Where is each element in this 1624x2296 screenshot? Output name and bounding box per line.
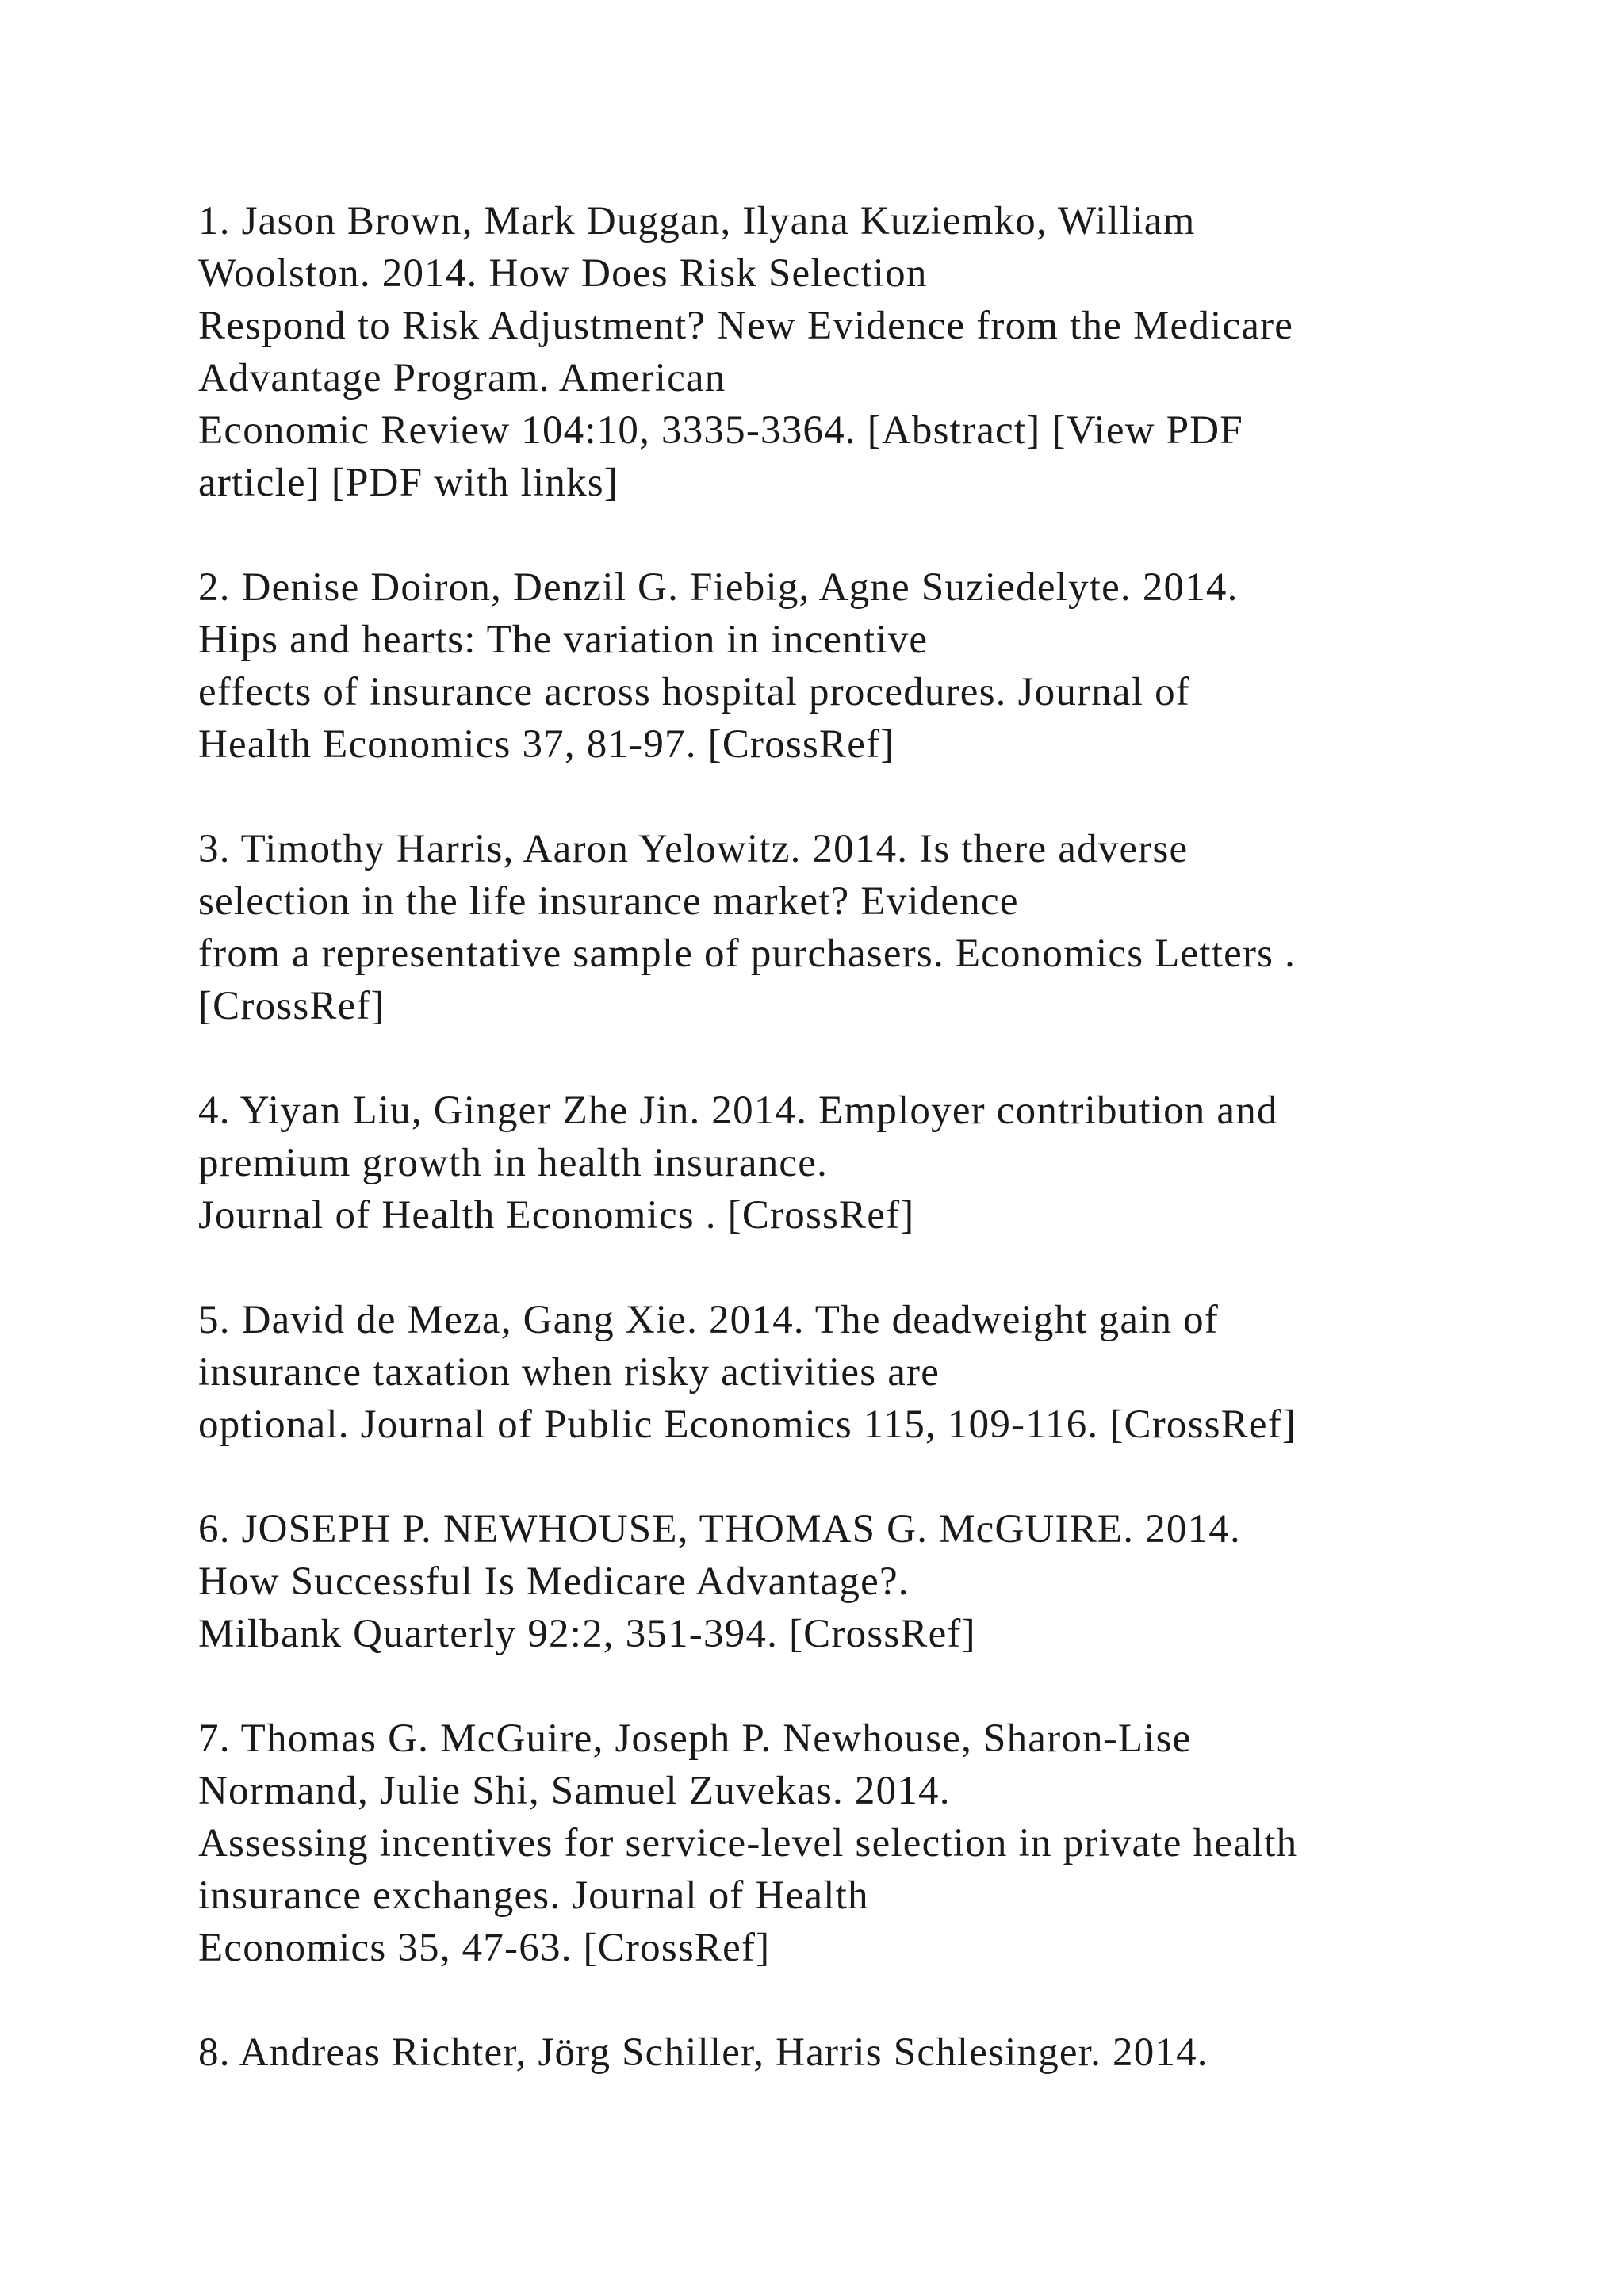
reference-line: 2. Denise Doiron, Denzil G. Fiebig, Agne Suziedelyte. 2014. (198, 565, 1239, 610)
reference-line: premium growth in health insurance. (198, 1141, 829, 1185)
reference-item (198, 1085, 1546, 1242)
reference-item (198, 561, 1546, 771)
reference-line: 7. Thomas G. McGuire, Joseph P. Newhouse, Sharon-Lise (198, 1716, 1192, 1761)
reference-item (198, 2026, 1546, 2079)
reference-line: 5. David de Meza, Gang Xie. 2014. The deadweight gain of (198, 1298, 1220, 1342)
reference-line: 8. Andreas Richter, Jörg Schiller, Harris Schlesinger. 2014. (198, 2030, 1208, 2075)
reference-item (198, 1712, 1546, 1974)
reference-line: Milbank Quarterly 92:2, 351-394. [CrossRef] (198, 1612, 976, 1656)
reference-line: Woolston. 2014. How Does Risk Selection (198, 251, 928, 296)
reference-item (198, 823, 1546, 1032)
reference-line: Health Economics 37, 81-97. [CrossRef] (198, 722, 895, 767)
reference-line: Economic Review 104:10, 3335-3364. [Abstract] [View PDF (198, 408, 1243, 453)
reference-line: 3. Timothy Harris, Aaron Yelowitz. 2014. Is there adverse (198, 827, 1189, 871)
reference-line: 4. Yiyan Liu, Ginger Zhe Jin. 2014. Employer contribution and (198, 1089, 1278, 1133)
reference-line: Assessing incentives for service-level selection in private health (198, 1821, 1298, 1866)
reference-item (198, 195, 1546, 509)
reference-item (198, 1294, 1546, 1451)
reference-line: Normand, Julie Shi, Samuel Zuvekas. 2014. (198, 1769, 951, 1813)
reference-line: article] [PDF with links] (198, 461, 619, 505)
reference-line: Advantage Program. American (198, 356, 726, 400)
reference-line: How Successful Is Medicare Advantage?. (198, 1559, 910, 1604)
reference-line: Journal of Health Economics . [CrossRef] (198, 1193, 915, 1238)
reference-list (198, 195, 1546, 2131)
reference-line: Hips and hearts: The variation in incentive (198, 618, 929, 662)
reference-line: [CrossRef] (198, 984, 385, 1028)
reference-line: Respond to Risk Adjustment? New Evidence from the Medicare (198, 304, 1294, 348)
reference-line: from a representative sample of purchasers. Economics Letters . (198, 932, 1297, 976)
reference-line: insurance exchanges. Journal of Health (198, 1873, 869, 1918)
reference-item (198, 1503, 1546, 1660)
reference-line: effects of insurance across hospital procedures. Journal of (198, 670, 1190, 714)
reference-line: 1. Jason Brown, Mark Duggan, Ilyana Kuziemko, William (198, 199, 1196, 243)
reference-line: selection in the life insurance market? Evidence (198, 879, 1019, 924)
reference-line: 6. JOSEPH P. NEWHOUSE, THOMAS G. McGUIRE. 2014. (198, 1507, 1241, 1552)
reference-line: Economics 35, 47-63. [CrossRef] (198, 1926, 771, 1970)
reference-line: optional. Journal of Public Economics 115, 109-116. [CrossRef] (198, 1402, 1297, 1447)
reference-line: insurance taxation when risky activities are (198, 1350, 940, 1395)
